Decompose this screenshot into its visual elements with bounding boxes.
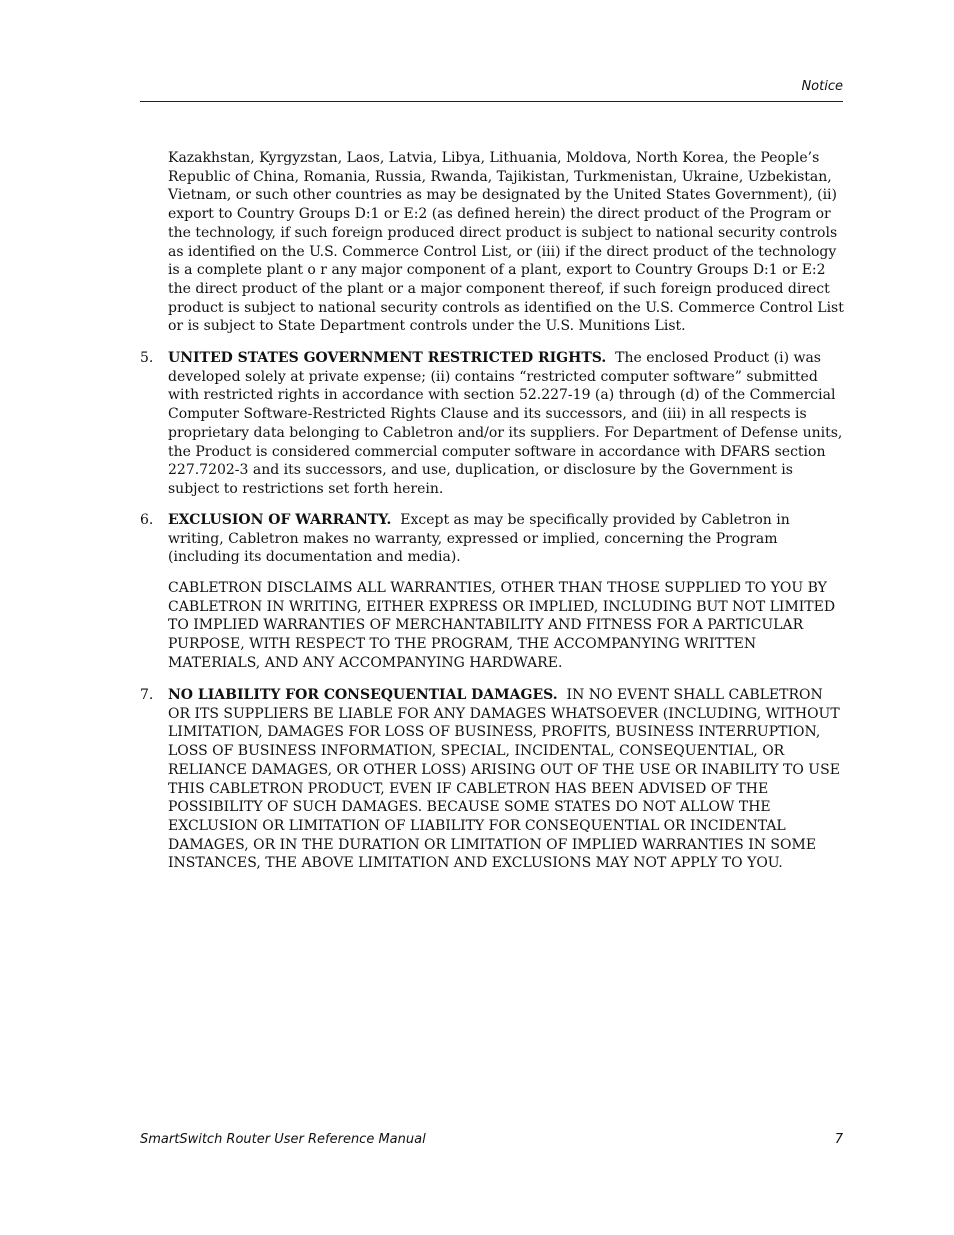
- list-item-6: [140, 511, 844, 567]
- section-title: Notice: [801, 79, 843, 94]
- warranty-disclaimer: CABLETRON DISCLAIMS ALL WARRANTIES, OTHER THAN THOSE SUPPLIED TO YOU BY CABLETRON IN WRITING, EITHER EXPRESS OR IMPLIED, INCLUDING BUT NOT LIMITED TO IMPLIED WARRANTIES OF MERCHANTABILITY AND FITNESS FOR A PARTICULAR PURPOSE, WITH RESPECT TO THE PROGRAM, THE ACCOMPANYING WRITTEN MATERIALS, AND ANY ACCOMPANYING HARDWARE.: [168, 580, 836, 671]
- list-item-title: NO LIABILITY FOR CONSEQUENTIAL DAMAGES.: [168, 687, 558, 703]
- list-item-body: [168, 349, 844, 499]
- intro-paragraph-block: [168, 149, 844, 336]
- footer-manual-title: SmartSwitch Router User Reference Manual: [140, 1132, 426, 1147]
- warranty-disclaimer-block: [168, 579, 844, 673]
- list-item-title: UNITED STATES GOVERNMENT RESTRICTED RIGHTS.: [168, 350, 607, 366]
- list-item-body: [168, 686, 844, 873]
- list-item-text: The enclosed Product (i) was developed solely at private expense; (ii) contains “restricted computer software” submitted with restricted rights in accordance with section 52.227-19 (a) through (d) of the Commercial Computer Software-Restricted Rights Clause and its successors, and (iii) in all respects is proprietary data belonging to Cabletron and/or its suppliers. For Department of Defense units, the Product is considered commercial computer software in accordance with DFARS section 227.7202-3 and its successors, and use, duplication, or disclosure by the Government is subject to restrictions set forth herein.: [168, 350, 843, 497]
- list-item-number: 7.: [140, 687, 154, 703]
- list-item-5: [140, 349, 844, 499]
- list-item-body: [168, 511, 844, 567]
- list-item-number: 6.: [140, 512, 154, 528]
- list-item-number: 5.: [140, 350, 154, 366]
- list-item-text: Except as may be specifically provided by Cabletron in writing, Cabletron makes no warranty, expressed or implied, concerning the Program (including its documentation and media).: [168, 512, 790, 566]
- list-item-7: [140, 686, 844, 873]
- page-header: [140, 79, 843, 102]
- list-item-text: IN NO EVENT SHALL CABLETRON OR ITS SUPPLIERS BE LIABLE FOR ANY DAMAGES WHATSOEVER (INCLUDING, WITHOUT LIMITATION, DAMAGES FOR LOSS OF BUSINESS, PROFITS, BUSINESS INTERRUPTION, LOSS OF BUSINESS INFORMATION, SPECIAL, INCIDENTAL, CONSEQUENTIAL, OR RELIANCE DAMAGES, OR OTHER LOSS) ARISING OUT OF THE USE OR INABILITY TO USE THIS CABLETRON PRODUCT, EVEN IF CABLETRON HAS BEEN ADVISED OF THE POSSIBILITY OF SUCH DAMAGES. BECAUSE SOME STATES DO NOT ALLOW THE EXCLUSION OR LIMITATION OF LIABILITY FOR CONSEQUENTIAL OR INCIDENTAL DAMAGES, OR IN THE DURATION OR LIMITATION OF IMPLIED WARRANTIES IN SOME INSTANCES, THE ABOVE LIMITATION AND EXCLUSIONS MAY NOT APPLY TO YOU.: [168, 687, 840, 872]
- intro-paragraph: Kazakhstan, Kyrgyzstan, Laos, Latvia, Libya, Lithuania, Moldova, North Korea, the People’s Republic of China, Romania, Russia, Rwanda, Tajikistan, Turkmenistan, Ukraine, Uzbekistan, Vietnam, or such other countries as may be designated by the United States Government), (ii) export to Country Groups D:1 or E:2 (as defined herein) the direct product of the Program or the technology, if such foreign produced direct product is subject to national security controls as identified on the U.S. Commerce Control List, or (iii) if the direct product of the technology is a complete plant o r any major component of a plant, export to Country Groups D:1 or E:2 the direct product of the plant or a major component thereof, if such foreign produced direct product is subject to national security controls as identified on the U.S. Commerce Control List or is subject to State Department controls under the U.S. Munitions List.: [168, 150, 844, 335]
- list-item-title: EXCLUSION OF WARRANTY.: [168, 512, 392, 528]
- footer-page-number: 7: [834, 1132, 843, 1147]
